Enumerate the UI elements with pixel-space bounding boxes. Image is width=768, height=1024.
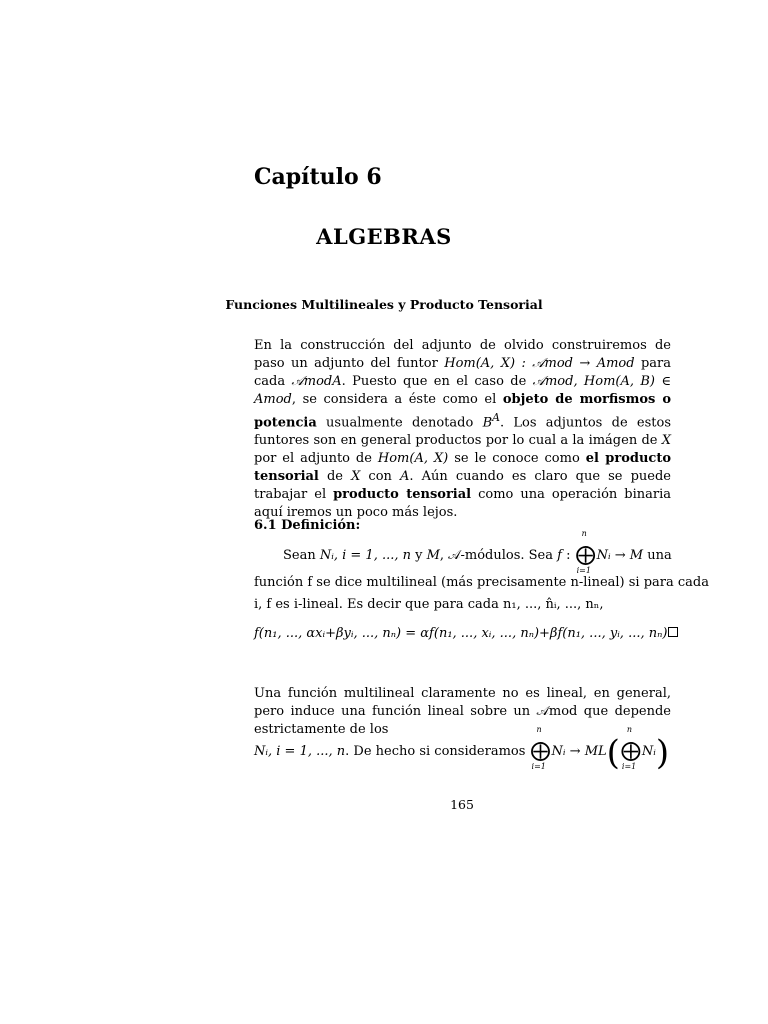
- chapter-title: ALGEBRAS: [316, 224, 452, 249]
- intro-text: por el adjunto de: [254, 451, 378, 467]
- math-expr: Nᵢ, i = 1, ..., n: [319, 548, 411, 563]
- definition-line-3: i, f es i-lineal. Es decir que para cada n₁, ..., n̂ᵢ, ..., nₙ,: [254, 597, 604, 612]
- intro-text: . Aún cuando es claro que se puede trabajar el: [254, 469, 671, 503]
- direct-sum-symbol: ⨁: [575, 542, 596, 566]
- bold-term: objeto de morfismos o potencia: [254, 392, 672, 431]
- math-expr: X: [351, 469, 361, 485]
- math-expr: Nᵢ → ML: [551, 744, 607, 759]
- math-expr: Nᵢ → M: [596, 548, 644, 563]
- def-text: :: [561, 548, 575, 563]
- math-expr: X: [661, 433, 671, 449]
- sum-upper-limit: n: [626, 725, 633, 734]
- direct-sum-operator: [575, 529, 597, 575]
- def-text: , 𝒜-módulos. Sea: [439, 548, 558, 563]
- intro-text: usualmente denotado: [316, 415, 483, 431]
- sum-lower-limit: i=1: [576, 566, 591, 575]
- math-expr: 𝒜modA: [291, 374, 342, 389]
- intro-text: como una operación binaria aquí iremos un poco más lejos.: [254, 487, 671, 521]
- intro-text: . Los adjuntos de estos funtores son en general productos por lo cual a la imágen de: [254, 415, 672, 449]
- sum-upper-limit: n: [581, 529, 587, 538]
- intro-text: de: [318, 469, 352, 485]
- definition-label: 6.1 Definición:: [254, 518, 361, 533]
- definition-line-1: [283, 529, 672, 575]
- math-expr: Hom(A, X) : 𝒜mod → Amod: [444, 356, 635, 371]
- sum-upper-limit: n: [536, 725, 542, 734]
- direct-sum-symbol: ⨁: [620, 738, 641, 762]
- closing-paragraph: [254, 685, 671, 739]
- math-superscript: A: [492, 411, 500, 424]
- closing-text: . De hecho si consideramos: [345, 744, 530, 759]
- math-expr: 𝒜mod, Hom(A, B) ∈ Amod: [254, 374, 671, 407]
- math-expr: Nᵢ: [641, 744, 656, 759]
- section-heading: Funciones Multilineales y Producto Tensorial: [225, 297, 543, 312]
- sum-lower-limit: i=1: [621, 762, 637, 771]
- math-expr: f: [557, 548, 562, 563]
- math-expr: Hom(A, X): [377, 451, 449, 467]
- intro-text: para cada: [254, 356, 672, 389]
- math-expr: A: [400, 469, 410, 485]
- sum-lower-limit: i=1: [531, 762, 546, 771]
- def-text: Sean: [283, 548, 320, 563]
- right-paren: ): [655, 733, 670, 773]
- def-text: y: [411, 548, 427, 563]
- direct-sum-operator: [620, 725, 642, 771]
- definition-line-2: función f se dice multilineal (más precisamente n-lineal) si para cada: [254, 575, 709, 590]
- page-number: 165: [450, 797, 474, 812]
- direct-sum-symbol: ⨁: [530, 738, 551, 762]
- closing-last-line: [254, 725, 670, 773]
- intro-paragraph: [254, 337, 671, 522]
- qed-box-icon: [668, 627, 678, 637]
- bold-term: el producto tensorial: [254, 451, 672, 485]
- intro-text: . Puesto que en el caso de: [341, 374, 533, 389]
- math-expr: M: [426, 548, 440, 563]
- equation-text: f(n₁, ..., αxᵢ+βyᵢ, ..., nₙ) = αf(n₁, ..., xᵢ, ..., nₙ)+βf(n₁, ..., yᵢ, ..., nₙ): [254, 626, 668, 641]
- intro-text: con: [360, 469, 401, 485]
- intro-text: se le conoce como: [448, 451, 586, 467]
- math-expr: B: [482, 415, 493, 431]
- math-expr: Nᵢ, i = 1, ..., n: [254, 744, 346, 759]
- intro-text: , se considera a éste como el: [291, 392, 503, 407]
- direct-sum-operator: [530, 725, 552, 771]
- intro-text: En la construcción del adjunto de olvido construiremos de paso un adjunto del funtor: [254, 338, 671, 371]
- bold-term: producto tensorial: [333, 487, 472, 503]
- closing-text: Una función multilineal claramente no es lineal, en general, pero induce una función lineal sobre un 𝒜mod que depende estrictamente de los: [254, 686, 671, 737]
- chapter-heading: Capítulo 6: [254, 164, 382, 190]
- def-text: una: [643, 548, 672, 563]
- left-paren: (: [606, 733, 620, 773]
- multilinear-equation: [254, 626, 678, 641]
